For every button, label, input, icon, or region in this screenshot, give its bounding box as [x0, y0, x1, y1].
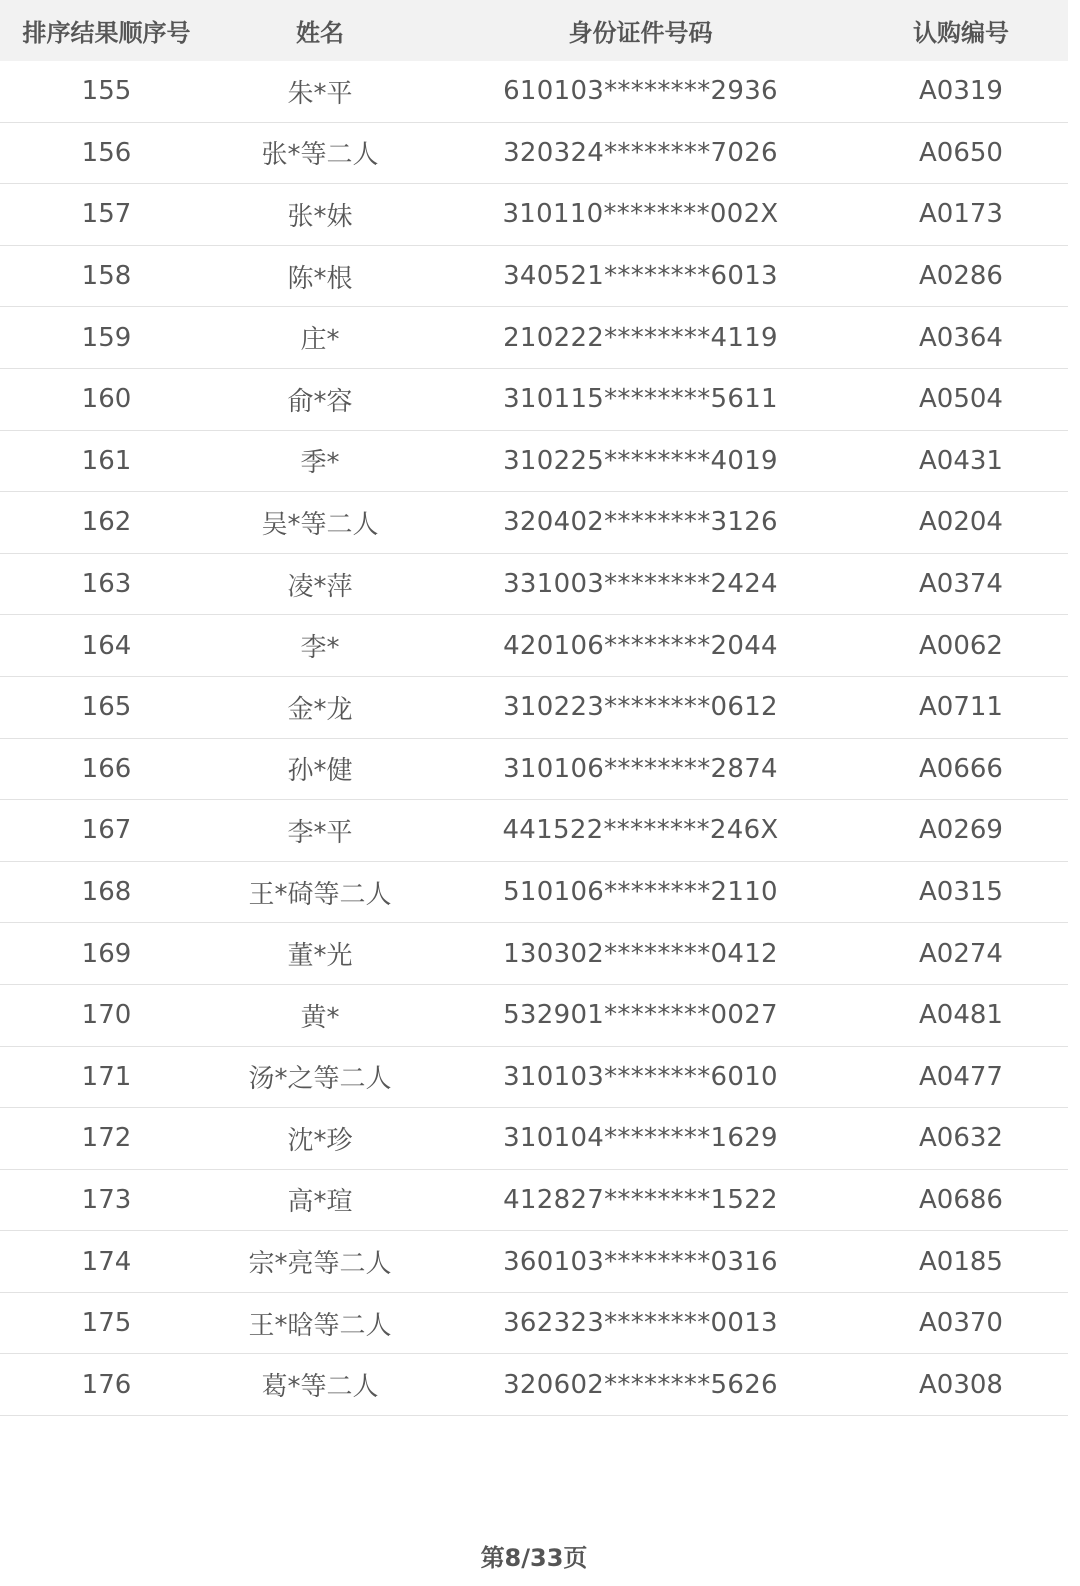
cell-subscription-number: A0364: [919, 322, 1003, 353]
cell-subscription-number: A0666: [919, 753, 1003, 784]
table-row: [0, 1108, 1068, 1170]
cell-name: 庄*: [300, 325, 340, 356]
cell-subscription-number: A0185: [919, 1246, 1003, 1277]
table-row: [0, 307, 1068, 369]
table-row: [0, 1231, 1068, 1293]
cell-id-number: 340521********6013: [503, 261, 778, 292]
cell-name: 季*: [300, 448, 340, 479]
table-row: [0, 1170, 1068, 1232]
cell-id-number: 320324********7026: [503, 137, 778, 168]
table-row: [0, 184, 1068, 246]
cell-name: 董*光: [287, 941, 353, 972]
cell-name: 陈*根: [287, 263, 353, 294]
cell-rank: 171: [81, 1061, 132, 1092]
cell-id-number: 510106********2110: [503, 877, 778, 908]
cell-id-number: 320602********5626: [503, 1369, 778, 1400]
cell-name: 葛*等二人: [261, 1372, 379, 1403]
cell-subscription-number: A0711: [919, 692, 1003, 723]
cell-id-number: 610103********2936: [503, 76, 778, 107]
table-row: [0, 923, 1068, 985]
cell-id-number: 360103********0316: [503, 1246, 778, 1277]
cell-subscription-number: A0204: [919, 507, 1003, 538]
cell-id-number: 331003********2424: [503, 569, 778, 600]
cell-rank: 172: [81, 1123, 132, 1154]
cell-subscription-number: A0374: [919, 569, 1003, 600]
table-row: [0, 431, 1068, 493]
table-row: [0, 492, 1068, 554]
cell-rank: 162: [81, 507, 132, 538]
table-row: [0, 677, 1068, 739]
cell-id-number: 441522********246X: [502, 815, 779, 846]
cell-subscription-number: A0274: [919, 938, 1003, 969]
cell-rank: 158: [81, 261, 132, 292]
cell-name: 张*等二人: [261, 140, 379, 171]
table-row: [0, 739, 1068, 801]
cell-rank: 170: [81, 1000, 132, 1031]
cell-id-number: 310110********002X: [502, 199, 779, 230]
cell-subscription-number: A0686: [919, 1184, 1003, 1215]
cell-id-number: 210222********4119: [503, 322, 778, 353]
cell-name: 王*晗等二人: [248, 1310, 392, 1341]
table-row: [0, 61, 1068, 123]
cell-rank: 175: [81, 1308, 132, 1339]
cell-name: 王*碕等二人: [248, 879, 392, 910]
header-rank: 排序结果顺序号: [22, 19, 191, 47]
cell-name: 高*瑄: [287, 1187, 353, 1218]
cell-subscription-number: A0481: [919, 1000, 1003, 1031]
page-indicator: 第8/33页: [480, 1544, 588, 1572]
cell-subscription-number: A0062: [919, 630, 1003, 661]
cell-name: 俞*容: [287, 386, 353, 417]
cell-id-number: 310115********5611: [503, 384, 778, 415]
table-row: [0, 985, 1068, 1047]
table-row: [0, 800, 1068, 862]
table-row: [0, 615, 1068, 677]
cell-id-number: 320402********3126: [503, 507, 778, 538]
table-row: [0, 1047, 1068, 1109]
table-row: [0, 123, 1068, 185]
cell-subscription-number: A0173: [919, 199, 1003, 230]
table-row: [0, 1354, 1068, 1416]
cell-id-number: 412827********1522: [503, 1184, 778, 1215]
cell-rank: 160: [81, 384, 132, 415]
cell-id-number: 310225********4019: [503, 445, 778, 476]
table-body: [0, 61, 1068, 1416]
cell-subscription-number: A0269: [919, 815, 1003, 846]
cell-name: 宗*亮等二人: [248, 1249, 392, 1280]
cell-name: 朱*平: [287, 78, 353, 109]
cell-rank: 173: [81, 1184, 132, 1215]
cell-id-number: 310106********2874: [503, 753, 778, 784]
cell-name: 李*平: [287, 817, 353, 848]
cell-subscription-number: A0286: [919, 261, 1003, 292]
cell-name: 张*妹: [287, 201, 353, 232]
cell-id-number: 310223********0612: [503, 692, 778, 723]
cell-rank: 159: [81, 322, 132, 353]
cell-id-number: 532901********0027: [503, 1000, 778, 1031]
cell-name: 吴*等二人: [261, 509, 379, 540]
table-row: [0, 1293, 1068, 1355]
table-row: [0, 246, 1068, 308]
cell-id-number: 310104********1629: [503, 1123, 778, 1154]
cell-subscription-number: A0477: [919, 1061, 1003, 1092]
cell-rank: 161: [81, 445, 132, 476]
header-name: 姓名: [296, 19, 344, 47]
cell-rank: 165: [81, 692, 132, 723]
cell-subscription-number: A0650: [919, 137, 1003, 168]
cell-subscription-number: A0308: [919, 1369, 1003, 1400]
header-id-number: 身份证件号码: [568, 19, 713, 47]
cell-rank: 156: [81, 137, 132, 168]
cell-rank: 168: [81, 877, 132, 908]
cell-subscription-number: A0504: [919, 384, 1003, 415]
cell-subscription-number: A0370: [919, 1308, 1003, 1339]
cell-id-number: 130302********0412: [503, 938, 778, 969]
cell-id-number: 362323********0013: [503, 1308, 778, 1339]
cell-rank: 166: [81, 753, 132, 784]
cell-name: 黄*: [300, 1002, 340, 1033]
cell-subscription-number: A0431: [919, 445, 1003, 476]
cell-name: 沈*珍: [287, 1125, 353, 1156]
table-row: [0, 554, 1068, 616]
cell-name: 李*: [300, 633, 340, 664]
table-header: [0, 0, 1068, 61]
cell-subscription-number: A0632: [919, 1123, 1003, 1154]
cell-name: 凌*萍: [287, 571, 353, 602]
cell-name: 孙*健: [287, 756, 353, 787]
cell-subscription-number: A0319: [919, 76, 1003, 107]
cell-name: 金*龙: [287, 694, 353, 725]
cell-rank: 155: [81, 76, 132, 107]
cell-rank: 157: [81, 199, 132, 230]
cell-rank: 164: [81, 630, 132, 661]
header-subscription-number: 认购编号: [913, 19, 1009, 47]
cell-rank: 167: [81, 815, 132, 846]
table-row: [0, 862, 1068, 924]
cell-subscription-number: A0315: [919, 877, 1003, 908]
cell-id-number: 420106********2044: [503, 630, 778, 661]
cell-rank: 169: [81, 938, 132, 969]
cell-rank: 174: [81, 1246, 132, 1277]
cell-name: 汤*之等二人: [248, 1064, 392, 1095]
cell-rank: 163: [81, 569, 132, 600]
table-row: [0, 369, 1068, 431]
cell-id-number: 310103********6010: [503, 1061, 778, 1092]
cell-rank: 176: [81, 1369, 132, 1400]
